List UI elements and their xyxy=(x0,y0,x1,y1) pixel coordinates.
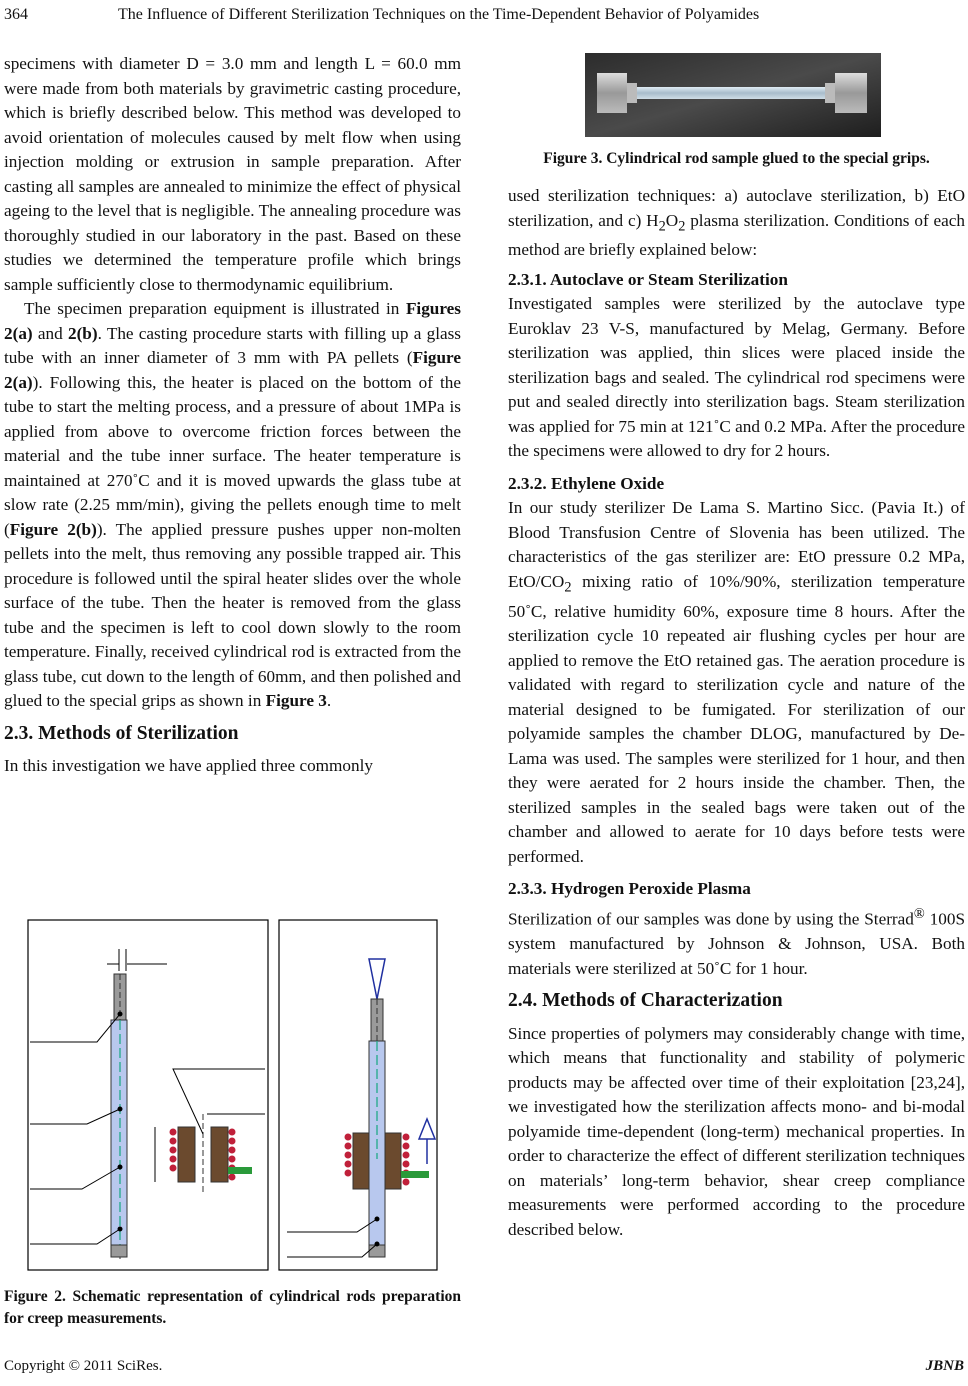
paragraph-eto xyxy=(508,496,965,869)
text-span: used sterilization techniques: a) autoclave sterilization, b) EtO sterilization, and c) H xyxy=(508,186,965,230)
paragraph-preparation xyxy=(4,297,461,714)
grip-left xyxy=(597,73,627,113)
tube-bottom xyxy=(111,1245,127,1257)
section-heading-characterization: 2.4. Methods of Characterization xyxy=(508,990,783,1012)
subsection-heading-autoclave: 2.3.1. Autoclave or Steam Sterilization xyxy=(508,269,788,289)
paragraph-plasma xyxy=(508,902,965,981)
page-number: 364 xyxy=(4,6,28,23)
rod-sample xyxy=(637,87,825,99)
text-span: In our study sterilizer De Lama S. Martino Sicc. (Pavia It.) of Blood Transfusion Centre of Slovenia has been utilized. The characteristics of the gas sterilizer are: EtO pressure 0.2 MPa, EtO/CO xyxy=(508,498,965,591)
figure-ref: Figures 2(a) xyxy=(4,299,461,343)
paragraph-characterization: Since properties of polymers may considerably change with time, which means that functionality and stability of polymeric products may be affected over time of their exploitation [23,24], we investigated how the sterilization affects mono- and bi-modal polyamide time-dependent (long-term) mechanical properties. In order to characterize the effect of different sterilization techniques on materials’ long-term behavior, shear creep compliance measurements were performed according to the procedure described below. xyxy=(508,1023,965,1239)
figure-3-caption: Figure 3. Cylindrical rod sample glued to the special grips. xyxy=(543,150,930,167)
text-span: mixing ratio of 10%/90%, sterilization temperature 50˚C, relative humidity 60%, exposure time 8 hours. After the sterilization cycle 10 repeated air flushing cycles per hour are applied to remove the EtO retained gas. The aeration procedure is validated with regard to sterilization cycle and nature of the material designed to be fumigated. For sterilization of our polyamide samples the chamber DLOG, manufactured by De-Lama was used. The samples were sterilized for 1 hour, and then they were aerated for 2 hours inside the chamber. Then, the sterilized samples in the sealed bags were taken out of the chamber and allowed to aerate for 10 days before tests were performed. xyxy=(508,571,965,866)
tube-bottom-b xyxy=(369,1245,385,1257)
heater-cable xyxy=(228,1167,252,1174)
paragraph-specimens: specimens with diameter D = 3.0 mm and length L = 60.0 mm were made from both materials by gravimetric casting procedure, which is briefly described below. This method was developed to avoid orientation of molecules caused by melt flow when using injection molding or extrusion in sample preparation. After casting all samples are annealed to minimize the effect of physical ageing to the level that is negligible. The annealing procedure was thoroughly studied in our laboratory in the past. Based on these studies we determined the temperature profile which brings sample sufficiently close to thermodynamic equilibrium. xyxy=(4,54,461,294)
figure-2-caption: Figure 2. Schematic representation of cylindrical rods preparation for creep measurements. xyxy=(4,1288,461,1327)
heater-right-b xyxy=(385,1133,401,1189)
text-span: 100S system manufactured by Johnson & Johnson, USA. Both materials were sterilized at 50˚C for 1 hour. xyxy=(508,909,966,978)
figure-3-photo xyxy=(585,53,881,137)
figure-2-schematic xyxy=(27,919,439,1271)
subscript: 2 xyxy=(678,217,686,234)
panel-b-frame xyxy=(279,920,437,1270)
left-column xyxy=(4,52,461,779)
subscript: 2 xyxy=(564,579,572,596)
text-span: O xyxy=(665,210,679,230)
subscript: 2 xyxy=(658,217,666,234)
copyright: Copyright © 2011 SciRes. xyxy=(4,1358,163,1374)
grip-left-neck xyxy=(627,83,637,103)
running-title: The Influence of Different Sterilization Techniques on the Time-Dependent Behavior of Polyamides xyxy=(118,6,760,23)
text-span: Sterilization of our samples was done by using the Sterrad xyxy=(508,909,914,929)
subsection-heading-eto: 2.3.2. Ethylene Oxide xyxy=(508,473,665,493)
paragraph-autoclave: Investigated samples were sterilized by the autoclave type Euroklav 23 V-S, manufactured by Melag, Germany. Before sterilization was applied, thin slices were placed inside the sterilization bags and sealed. The cylindrical rod specimens were put and sealed directly into sterilization bags. Steam sterilization was applied for 75 min at 121˚C and 0.2 MPa. After the procedure the specimens were allowed to dry for 2 hours. xyxy=(508,294,965,461)
heater-cable-b xyxy=(401,1171,429,1178)
grip-right xyxy=(835,73,867,113)
text-span: and xyxy=(32,323,68,343)
heater-right xyxy=(211,1127,228,1182)
heater-left xyxy=(178,1127,195,1182)
grip-right-neck xyxy=(825,83,835,103)
text-span: ). Following this, the heater is placed on the bottom of the tube to start the melting process, and a pressure of about 1MPa is applied from above to overcome friction forces between the material and the tube inner surface. The heater temperature is maintained at 270˚C and it is moved upwards the glass tube at slow rate (2.25 mm/min), giving the pellets enough time to melt ( xyxy=(4,372,461,539)
figure-ref: Figure 3 xyxy=(265,691,327,710)
text-span: . The casting procedure starts with filling up a glass tube with an inner diameter of 3 mm with PA pellets ( xyxy=(4,323,461,367)
paragraph-techniques xyxy=(508,184,965,263)
figure-ref: Figure 2(a) xyxy=(4,348,461,392)
section-heading-sterilization: 2.3. Methods of Sterilization xyxy=(4,722,239,744)
subsection-heading-plasma: 2.3.3. Hydrogen Peroxide Plasma xyxy=(508,879,751,899)
figure-ref: Figure 2(b) xyxy=(9,519,97,539)
panel-a-frame xyxy=(28,920,268,1270)
paragraph-intro-sterilization: In this investigation we have applied three commonly xyxy=(4,756,373,775)
glass-tube xyxy=(111,1020,127,1245)
right-column xyxy=(508,184,965,1242)
text-span: plasma sterilization. Conditions of each method are briefly explained below: xyxy=(508,210,965,260)
superscript: ® xyxy=(913,905,925,922)
text-span: ). The applied pressure pushes upper non-molten pellets into the melt, thus removing any possible trapped air. This procedure is followed until the spiral heater slides over the whole surface of the tube. Then the heater is removed from the glass tube and the specimen is left to cool down slowly to the room temperature. Finally, received cylindrical rod is extracted from the glass tube, cut down to the length of 60mm, and then polished and glued to the special grips as shown in xyxy=(4,519,461,710)
text-span: The specimen preparation equipment is illustrated in xyxy=(24,299,406,318)
text-span: . xyxy=(326,691,332,710)
journal-abbrev: JBNB xyxy=(925,1358,964,1374)
heater-left-b xyxy=(353,1133,369,1189)
page-header xyxy=(0,6,968,28)
figure-ref: 2(b) xyxy=(67,323,98,343)
